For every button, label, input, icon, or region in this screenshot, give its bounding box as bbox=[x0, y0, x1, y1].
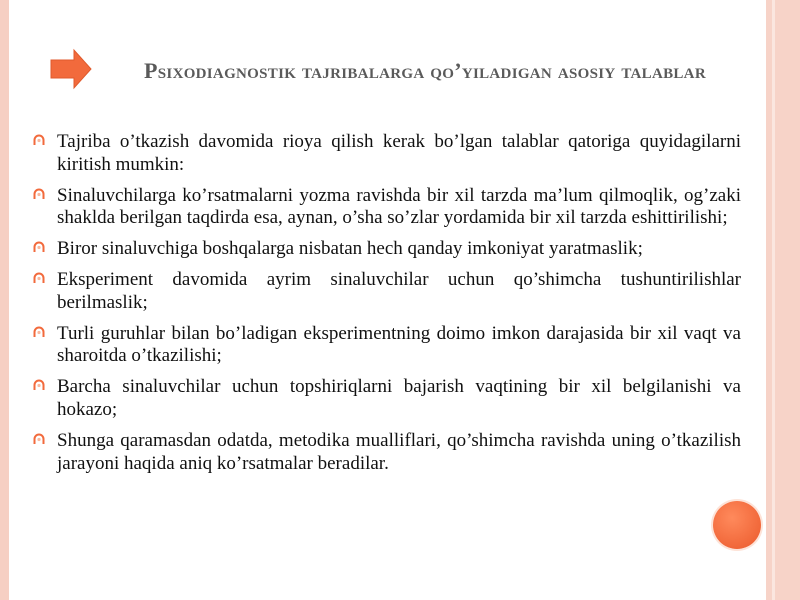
right-edge-line bbox=[772, 0, 775, 600]
bullet-icon bbox=[33, 433, 45, 445]
bullet-text: Shunga qaramasdan odatda, metodika mualliflari, qo’shimcha ravishda uning o’tkazilish jarayoni haqida aniq ko’rsatmalar beradilar. bbox=[57, 429, 741, 474]
bullet-item bbox=[33, 323, 741, 369]
bullet-text: Barcha sinaluvchilar uchun topshiriqlarni bajarish vaqtining bir xil belgilanishi va hokazo; bbox=[57, 376, 741, 420]
bullet-icon bbox=[33, 188, 45, 200]
bullet-item bbox=[33, 185, 741, 231]
bullet-item bbox=[33, 131, 741, 177]
bullet-list bbox=[33, 131, 741, 483]
right-arrow-icon bbox=[50, 48, 92, 90]
bullet-icon bbox=[33, 241, 45, 253]
bullet-item bbox=[33, 269, 741, 315]
bullet-icon bbox=[33, 379, 45, 391]
bullet-item bbox=[33, 430, 741, 476]
bullet-icon bbox=[33, 326, 45, 338]
bullet-text: Eksperiment davomida ayrim sinaluvchilar uchun qo’shimcha tushuntirilishlar berilmaslik; bbox=[57, 268, 741, 313]
bullet-text: Turli guruhlar bilan bo’ladigan eksperimentning doimo imkon darajasida bir xil vaqt va sharoitda o’tkazilishi; bbox=[57, 322, 741, 367]
decorative-circle-icon bbox=[713, 501, 761, 549]
bullet-item bbox=[33, 238, 741, 261]
bullet-text: Tajriba o’tkazish davomida rioya qilish kerak bo’lgan talablar qatoriga quyidagilarni kiritish mumkin: bbox=[57, 131, 741, 175]
bullet-text: Sinaluvchilarga ko’rsatmalarni yozma ravishda bir xil tarzda ma’lum qilmoqlik, og’zaki shaklda berilgan taqdirda esa, aynan, o’sha so’zlar yordamida bir xil tarzda eshittirilishi; bbox=[57, 184, 741, 229]
bullet-text: Biror sinaluvchiga boshqalarga nisbatan hech qanday imkoniyat yaratmaslik; bbox=[57, 238, 643, 260]
bullet-item bbox=[33, 376, 741, 422]
left-edge-band bbox=[0, 0, 9, 600]
slide-title: Psixodiagnostik tajribalarga qo’yiladigan asosiy talablar bbox=[144, 58, 706, 83]
bullet-icon bbox=[33, 134, 45, 146]
bullet-icon bbox=[33, 272, 45, 284]
